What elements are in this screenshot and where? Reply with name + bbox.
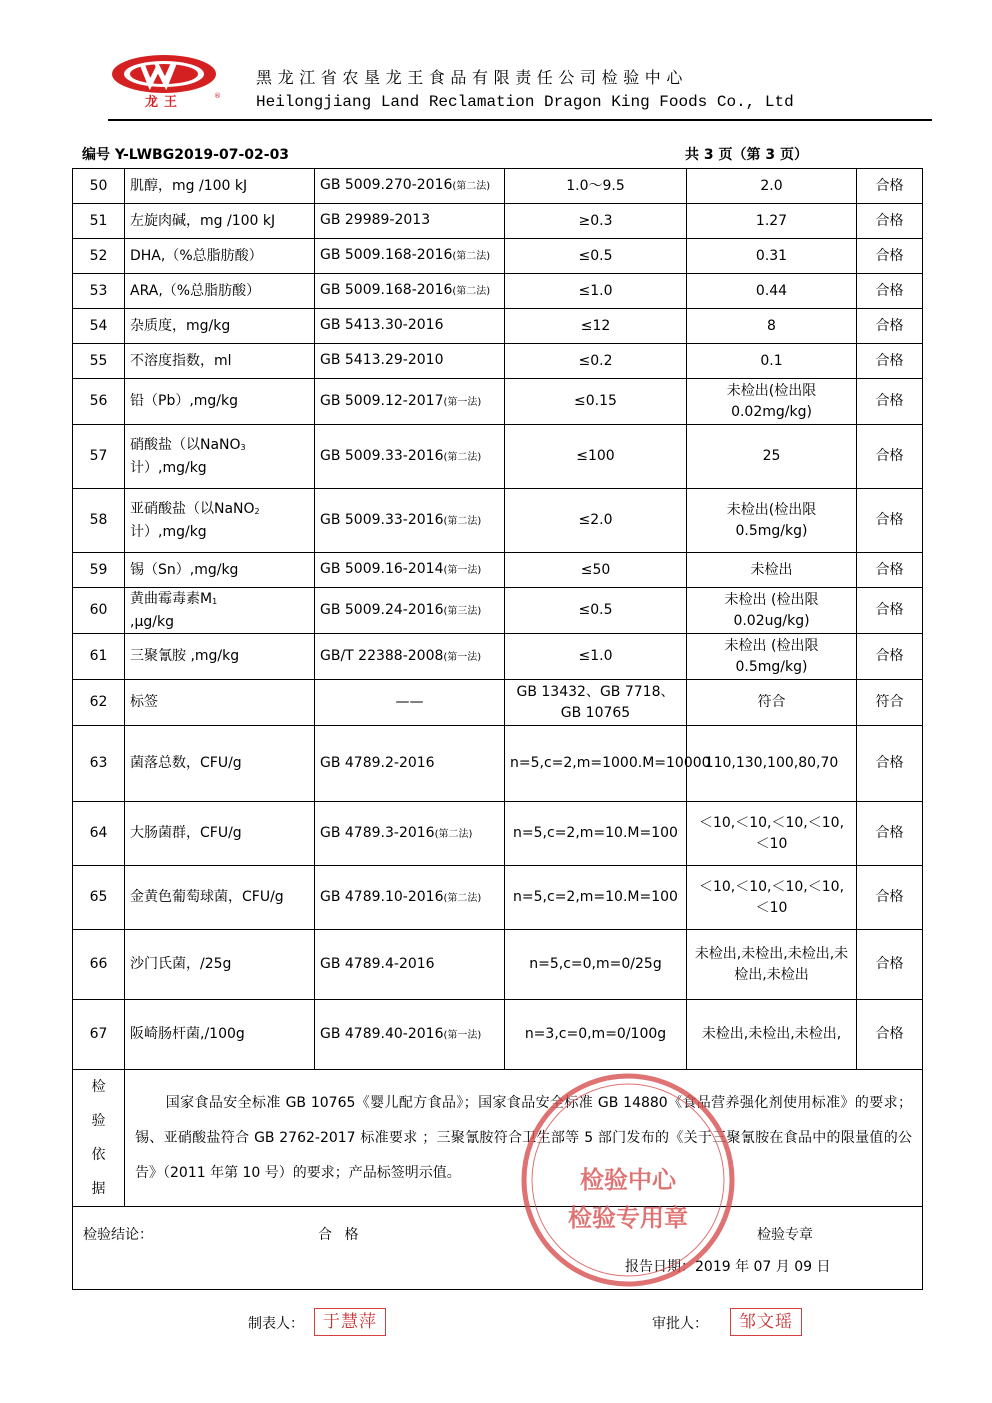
- item-name: 阪崎肠杆菌,/100g: [130, 1026, 245, 1042]
- verdict-cell: 合格: [857, 930, 923, 1000]
- item-name: 肌醇，mg /100 kJ: [130, 177, 248, 194]
- method-cell: [315, 866, 505, 930]
- method-cell: [315, 204, 505, 239]
- table-row: [73, 930, 923, 1000]
- verdict-cell: 合格: [857, 726, 923, 802]
- table-row: [73, 425, 923, 489]
- item-name: 杂质度，mg/kg: [130, 317, 231, 334]
- method-code: GB 4789.10-2016: [320, 888, 444, 905]
- standard-cell: ≤12: [505, 309, 687, 344]
- basis-label-char: 验: [91, 1113, 106, 1129]
- result-cell: 1.27: [687, 204, 857, 239]
- basis-text: 国家食品安全标准 GB 10765《婴儿配方食品》；国家食品安全标准 GB 14880《食品营养强化剂使用标准》的要求；锡、亚硝酸盐符合 GB 2762-2017 标准要求 ；三聚氰胺符合卫生部等 5 部门发布的《关于三聚氰胺在食品中的限量值的公告》（2011 年第 10 号）的要求；产品标签明示值。: [125, 1070, 923, 1207]
- inspection-rows: [73, 169, 923, 1070]
- item-cell: [125, 274, 315, 309]
- method-code: GB 5009.270-2016: [320, 177, 453, 193]
- method-cell: [315, 1000, 505, 1070]
- method-cell: [315, 634, 505, 680]
- dragon-king-logo-icon: [108, 52, 220, 108]
- table-row: [73, 866, 923, 930]
- inspection-table: [72, 168, 923, 1290]
- row-number: 58: [73, 489, 125, 553]
- item-cell: [125, 425, 315, 489]
- result-cell: ＜10,＜10,＜10,＜10,＜10: [687, 866, 857, 930]
- table-row: [73, 489, 923, 553]
- method-cell: [315, 239, 505, 274]
- method-code: GB 5009.168-2016: [320, 247, 453, 263]
- item-cell: [125, 634, 315, 680]
- result-cell: 0.1: [687, 344, 857, 379]
- method-code: GB 4789.3-2016: [320, 824, 435, 841]
- method-note: (第一法): [443, 396, 482, 408]
- seal-center-text: 检验中心: [580, 1165, 676, 1194]
- basis-label-char: 据: [91, 1181, 106, 1197]
- method-note: (第二法): [443, 515, 482, 527]
- table-row: [73, 309, 923, 344]
- item-subscript: 3: [240, 442, 246, 452]
- company-name-en: Heilongjiang Land Reclamation Dragon King Foods Co., Ltd: [256, 93, 794, 111]
- table-row: [73, 204, 923, 239]
- verdict-cell: 合格: [857, 634, 923, 680]
- standard-cell: ≤100: [505, 425, 687, 489]
- row-number: 67: [73, 1000, 125, 1070]
- standard-cell: GB 13432、GB 7718、GB 10765: [505, 680, 687, 726]
- item-cell: [125, 866, 315, 930]
- method-code: GB 5009.168-2016: [320, 282, 453, 298]
- item-name-part: ,μg/kg: [130, 613, 174, 630]
- method-code: GB 5009.33-2016: [320, 511, 444, 528]
- method-cell: [315, 274, 505, 309]
- maker-signature: 于慧萍: [314, 1308, 386, 1336]
- verdict-cell: 合格: [857, 588, 923, 634]
- standard-cell: ≤1.0: [505, 634, 687, 680]
- item-name: 左旋肉碱，mg /100 kJ: [130, 212, 276, 229]
- item-name: 沙门氏菌，/25g: [130, 956, 232, 972]
- method-note: (第三法): [443, 605, 482, 617]
- method-cell: [315, 489, 505, 553]
- approver-label: 审批人：: [652, 1316, 708, 1332]
- method-cell: [315, 379, 505, 425]
- standard-cell: 1.0～9.5: [505, 169, 687, 204]
- row-number: 61: [73, 634, 125, 680]
- method-cell: [315, 588, 505, 634]
- verdict-cell: 合格: [857, 239, 923, 274]
- method-cell: [315, 930, 505, 1000]
- verdict-cell: 合格: [857, 344, 923, 379]
- item-subscript: 1: [212, 596, 218, 606]
- result-cell: 未检出,未检出,未检出,未检出,未检出: [687, 930, 857, 1000]
- method-note: (第一法): [443, 651, 482, 663]
- item-cell: [125, 930, 315, 1000]
- item-cell: [125, 489, 315, 553]
- row-number: 57: [73, 425, 125, 489]
- method-cell: [315, 425, 505, 489]
- standard-cell: n=5,c=2,m=10.M=100: [505, 802, 687, 866]
- verdict-cell: 合格: [857, 866, 923, 930]
- table-row: [73, 802, 923, 866]
- method-cell: [315, 680, 505, 726]
- row-number: 53: [73, 274, 125, 309]
- standard-cell: ≤0.5: [505, 239, 687, 274]
- standard-cell: ≤0.15: [505, 379, 687, 425]
- item-name: 不溶度指数，ml: [130, 352, 232, 369]
- item-cell: [125, 379, 315, 425]
- method-cell: [315, 553, 505, 588]
- table-row: [73, 1000, 923, 1070]
- standard-cell: n=3,c=0,m=0/100g: [505, 1000, 687, 1070]
- method-code: ——: [395, 693, 424, 710]
- method-cell: [315, 169, 505, 204]
- verdict-cell: 合格: [857, 379, 923, 425]
- result-cell: 未检出,未检出,未检出,: [687, 1000, 857, 1070]
- conclusion-value: 合 格: [318, 1227, 363, 1243]
- basis-label: [73, 1070, 125, 1207]
- row-number: 59: [73, 553, 125, 588]
- page-info: 共 3 页（第 3 页）: [685, 147, 808, 163]
- method-cell: [315, 726, 505, 802]
- standard-cell: n=5,c=2,m=10.M=100: [505, 866, 687, 930]
- item-cell: [125, 204, 315, 239]
- standard-cell: n=5,c=0,m=0/25g: [505, 930, 687, 1000]
- method-cell: [315, 344, 505, 379]
- table-row: [73, 588, 923, 634]
- report-header: [108, 52, 932, 120]
- method-code: GB 5413.29-2010: [320, 352, 444, 368]
- method-code: GB 5009.33-2016: [320, 447, 444, 464]
- method-code: GB/T 22388-2008: [320, 647, 444, 664]
- table-row: [73, 274, 923, 309]
- header-divider: [108, 119, 932, 121]
- row-number: 65: [73, 866, 125, 930]
- method-note: (第二法): [452, 181, 491, 192]
- item-cell: [125, 680, 315, 726]
- basis-row: [73, 1070, 923, 1207]
- method-code: GB 29989-2013: [320, 212, 431, 228]
- item-name: 标签: [130, 694, 158, 710]
- standard-cell: ≤0.2: [505, 344, 687, 379]
- row-number: 54: [73, 309, 125, 344]
- row-number: 50: [73, 169, 125, 204]
- item-name: 铅（Pb）,mg/kg: [130, 393, 239, 409]
- standard-cell: ≤50: [505, 553, 687, 588]
- method-note: (第一法): [443, 1029, 482, 1041]
- document-number: 编号 Y-LWBG2019-07-02-03: [82, 147, 290, 163]
- verdict-cell: 符合: [857, 680, 923, 726]
- method-note: (第二法): [434, 828, 473, 840]
- maker-label: 制表人：: [248, 1316, 304, 1332]
- company-name-cn: 黑龙江省农垦龙王食品有限责任公司检验中心: [256, 68, 689, 87]
- approver-signature: 邹文瑶: [730, 1308, 802, 1336]
- method-note: (第二法): [443, 892, 482, 904]
- result-cell: 未检出(检出限 0.02mg/kg): [687, 379, 857, 425]
- result-cell: 25: [687, 425, 857, 489]
- row-number: 56: [73, 379, 125, 425]
- svg-text:®: ®: [214, 92, 221, 100]
- signature-area: [0, 1308, 992, 1338]
- result-cell: 2.0: [687, 169, 857, 204]
- table-row: [73, 239, 923, 274]
- item-name-part: 黄曲霉毒素M: [130, 590, 213, 607]
- item-name: 菌落总数，CFU/g: [130, 755, 242, 771]
- result-cell: 8: [687, 309, 857, 344]
- item-name-part: 计）,mg/kg: [130, 459, 207, 476]
- result-cell: 0.31: [687, 239, 857, 274]
- result-cell: 未检出: [687, 553, 857, 588]
- item-cell: [125, 239, 315, 274]
- verdict-cell: 合格: [857, 274, 923, 309]
- verdict-cell: 合格: [857, 802, 923, 866]
- row-number: 60: [73, 588, 125, 634]
- conclusion-row: [73, 1207, 923, 1290]
- table-row: [73, 344, 923, 379]
- result-cell: ＜10,＜10,＜10,＜10,＜10: [687, 802, 857, 866]
- table-row: [73, 634, 923, 680]
- result-cell: 未检出 (检出限 0.02ug/kg): [687, 588, 857, 634]
- standard-cell: ≤2.0: [505, 489, 687, 553]
- method-cell: [315, 802, 505, 866]
- method-code: GB 5009.12-2017: [320, 392, 444, 409]
- row-number: 63: [73, 726, 125, 802]
- item-cell: [125, 169, 315, 204]
- row-number: 52: [73, 239, 125, 274]
- method-code: GB 4789.40-2016: [320, 1025, 444, 1042]
- row-number: 64: [73, 802, 125, 866]
- seal-label: 检验专章: [757, 1227, 813, 1243]
- conclusion-cell: [73, 1207, 923, 1290]
- row-number: 55: [73, 344, 125, 379]
- table-row: [73, 553, 923, 588]
- method-code: GB 4789.4-2016: [320, 955, 435, 972]
- item-cell: [125, 802, 315, 866]
- method-note: (第一法): [443, 565, 482, 576]
- table-row: [73, 726, 923, 802]
- method-note: (第二法): [443, 451, 482, 463]
- standard-cell: n=5,c=2,m=1000.M=10000: [505, 726, 687, 802]
- verdict-cell: 合格: [857, 204, 923, 239]
- verdict-cell: 合格: [857, 425, 923, 489]
- item-name-part: 亚硝酸盐（以NaNO: [130, 500, 255, 517]
- verdict-cell: 合格: [857, 169, 923, 204]
- row-number: 66: [73, 930, 125, 1000]
- item-cell: [125, 309, 315, 344]
- verdict-cell: 合格: [857, 489, 923, 553]
- item-name: ARA,（%总脂肪酸）: [130, 282, 261, 299]
- item-name: DHA,（%总脂肪酸）: [130, 247, 263, 264]
- standard-cell: ≥0.3: [505, 204, 687, 239]
- item-cell: [125, 726, 315, 802]
- row-number: 62: [73, 680, 125, 726]
- result-cell: 未检出(检出限 0.5mg/kg): [687, 489, 857, 553]
- item-subscript: 2: [254, 506, 260, 516]
- basis-label-char: 检: [91, 1079, 106, 1095]
- report-date: 报告日期：2019 年 07 月 09 日: [625, 1259, 831, 1275]
- method-note: (第二法): [452, 251, 491, 262]
- method-code: GB 5009.24-2016: [320, 601, 444, 618]
- item-name-part: 计）,mg/kg: [130, 523, 207, 540]
- verdict-cell: 合格: [857, 1000, 923, 1070]
- item-cell: [125, 1000, 315, 1070]
- table-row: [73, 680, 923, 726]
- method-code: GB 4789.2-2016: [320, 754, 435, 771]
- method-note: (第二法): [452, 286, 491, 297]
- result-cell: 0.44: [687, 274, 857, 309]
- item-cell: [125, 553, 315, 588]
- basis-label-char: 依: [91, 1147, 106, 1163]
- item-cell: [125, 344, 315, 379]
- verdict-cell: 合格: [857, 553, 923, 588]
- item-name: 三聚氰胺 ,mg/kg: [130, 648, 240, 664]
- row-number: 51: [73, 204, 125, 239]
- company-name: [256, 68, 794, 112]
- method-code: GB 5009.16-2014: [320, 561, 444, 577]
- result-cell: 符合: [687, 680, 857, 726]
- item-name-part: 硝酸盐（以NaNO: [130, 436, 241, 453]
- verdict-cell: 合格: [857, 309, 923, 344]
- item-name: 金黄色葡萄球菌，CFU/g: [130, 889, 284, 905]
- method-code: GB 5413.30-2016: [320, 317, 444, 333]
- standard-cell: ≤1.0: [505, 274, 687, 309]
- logo-text: 龙王: [144, 95, 184, 110]
- item-name: 大肠菌群，CFU/g: [130, 825, 242, 841]
- conclusion-label: 检验结论：: [83, 1227, 153, 1243]
- result-cell: 未检出 (检出限 0.5mg/kg): [687, 634, 857, 680]
- standard-cell: ≤0.5: [505, 588, 687, 634]
- seal-bottom-text: 检验专用章: [568, 1203, 688, 1232]
- table-row: [73, 379, 923, 425]
- result-cell: 110,130,100,80,70: [687, 726, 857, 802]
- table-row: [73, 169, 923, 204]
- item-cell: [125, 588, 315, 634]
- method-cell: [315, 309, 505, 344]
- item-name: 锡（Sn）,mg/kg: [130, 561, 239, 578]
